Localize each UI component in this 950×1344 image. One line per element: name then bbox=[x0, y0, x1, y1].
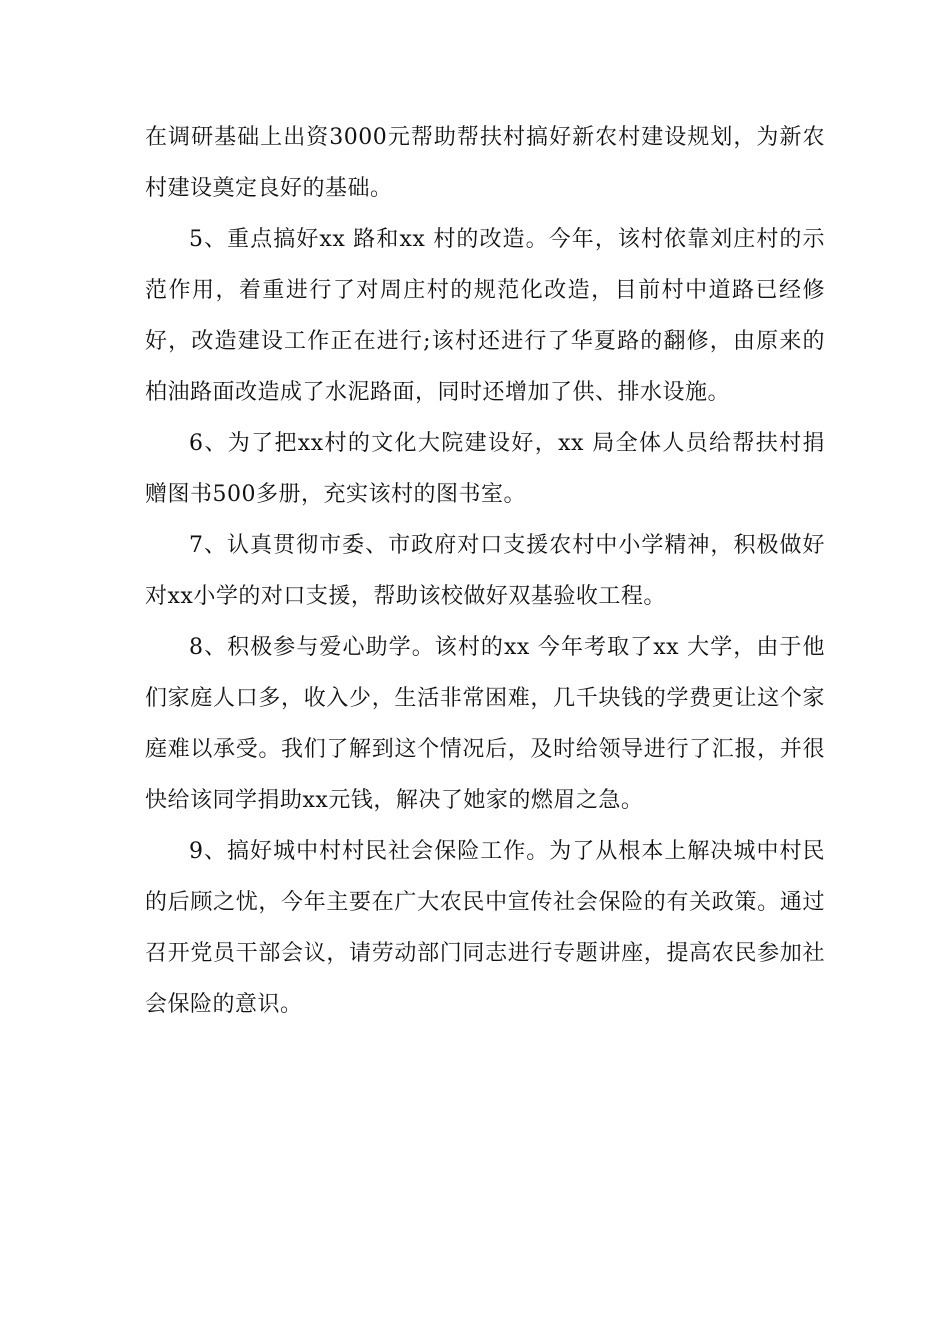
paragraph-item-5: 5、重点搞好xx 路和xx 村的改造。今年，该村依靠刘庄村的示范作用，着重进行了对周庄村的规范化改造，目前村中道路已经修好，改造建设工作正在进行;该村还进行了华夏路的翻修，由原来的柏油路面改造成了水泥路面，同时还增加了供、排水设施。 bbox=[145, 227, 825, 405]
paragraph-item-8: 8、积极参与爱心助学。该村的xx 今年考取了xx 大学，由于他们家庭人口多，收入少，生活非常困难，几千块钱的学费更让这个家庭难以承受。我们了解到这个情况后，及时给领导进行了汇报，并很快给该同学捐助xx元钱，解决了她家的燃眉之急。 bbox=[145, 635, 825, 813]
paragraph-item-9: 9、搞好城中村村民社会保险工作。为了从根本上解决城中村民的后顾之忧，今年主要在广大农民中宣传社会保险的有关政策。通过召开党员干部会议，请劳动部门同志进行专题讲座，提高农民参加社会保险的意识。 bbox=[145, 839, 825, 1017]
paragraph-item-7: 7、认真贯彻市委、市政府对口支援农村中小学精神，积极做好对xx小学的对口支援，帮助该校做好双基验收工程。 bbox=[145, 533, 825, 609]
paragraph-item-6: 6、为了把xx村的文化大院建设好，xx 局全体人员给帮扶村捐赠图书500多册，充实该村的图书室。 bbox=[145, 431, 825, 507]
paragraph-continuation: 在调研基础上出资3000元帮助帮扶村搞好新农村建设规划，为新农村建设奠定良好的基础。 bbox=[145, 125, 825, 201]
document-body bbox=[145, 112, 825, 1030]
